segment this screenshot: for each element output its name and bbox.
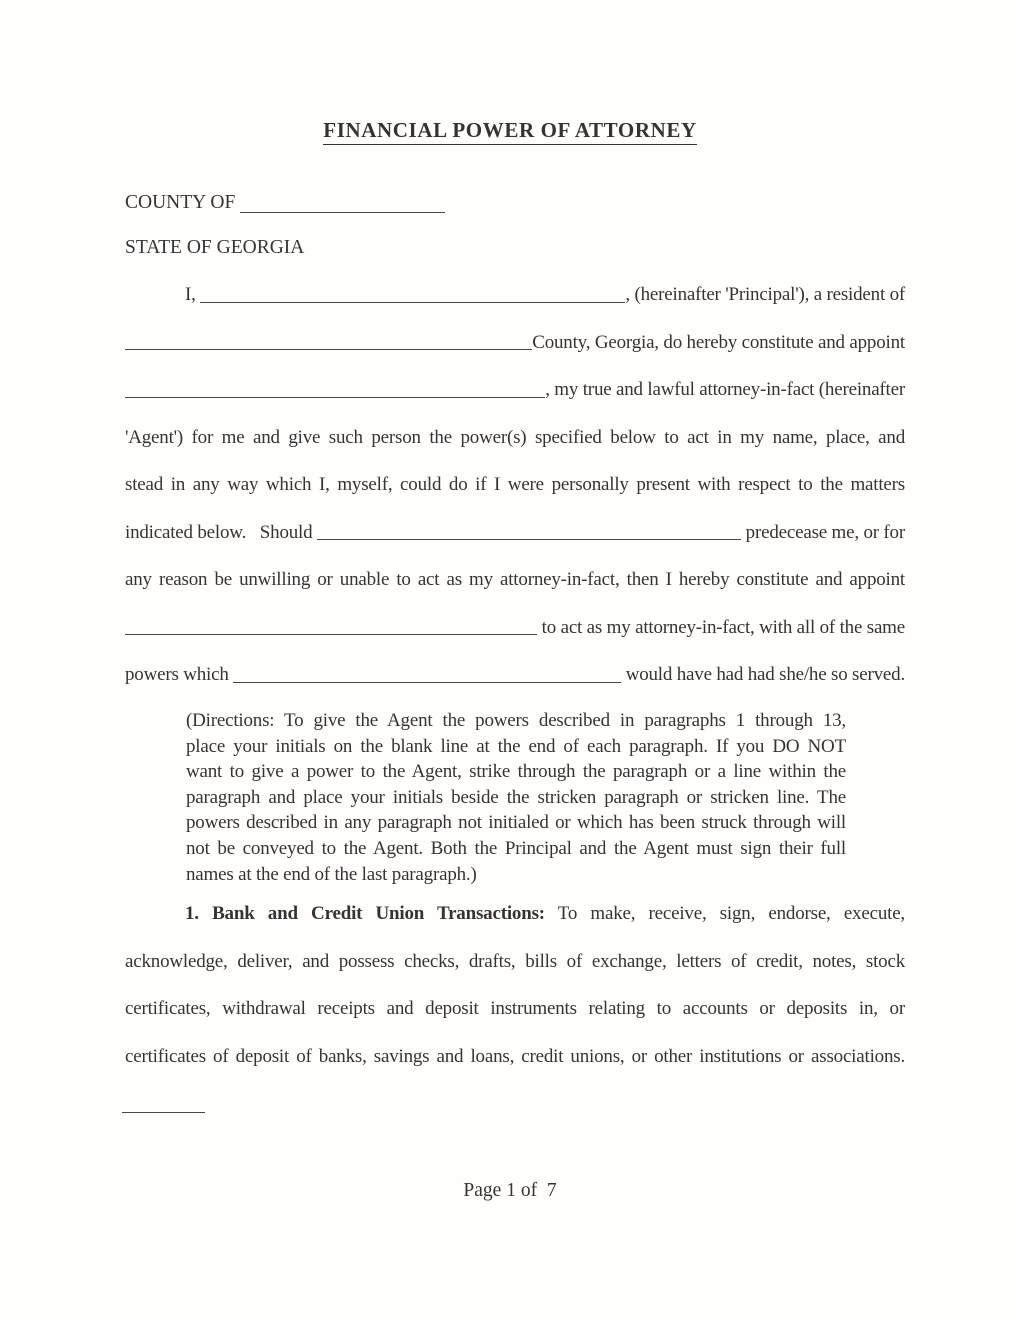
fill-in-blank <box>125 634 537 635</box>
fill-in-blank <box>233 682 621 683</box>
line-text: 'Agent') for me and give such person the power(s) specified below to act in my name, place, and <box>125 426 905 448</box>
form-line <box>125 938 905 986</box>
form-line <box>125 890 905 938</box>
form-line <box>186 836 846 862</box>
line-text: to act as my attorney-in-fact, with all of the same <box>537 616 905 638</box>
form-line <box>125 556 905 604</box>
line-text: , my true and lawful attorney-in-fact (hereinafter <box>545 379 905 400</box>
form-line <box>186 785 846 811</box>
county-of-line <box>125 188 905 218</box>
fill-in-blank <box>240 212 445 213</box>
line-text: , (hereinafter 'Principal'), a resident of <box>625 284 905 305</box>
line-text: paragraph and place your initials beside the stricken paragraph or stricken line. The <box>186 786 846 808</box>
page-number-text: Page 1 of 7 <box>463 1180 557 1201</box>
fill-in-blank <box>200 302 625 303</box>
directions-paragraph <box>186 708 846 887</box>
form-line <box>186 810 846 836</box>
line-text: To make, receive, sign, endorse, execute, <box>544 903 905 924</box>
form-line <box>125 651 905 699</box>
line-text: place your initials on the blank line at the end of each paragraph. If you DO NOT <box>186 735 846 757</box>
form-line <box>186 862 846 888</box>
line-text: names at the end of the last paragraph.) <box>186 863 477 885</box>
line-text: I, <box>185 284 201 305</box>
form-line <box>125 366 905 414</box>
fill-in-blank <box>125 397 545 398</box>
form-line <box>125 319 905 367</box>
line-text: acknowledge, deliver, and possess checks, drafts, bills of exchange, letters of credit, notes, stock <box>125 950 905 972</box>
form-line <box>125 414 905 462</box>
paragraph-1-bank-transactions <box>125 890 905 1080</box>
form-line <box>125 461 905 509</box>
line-text: want to give a power to the Agent, strike through the paragraph or a line within the <box>186 761 846 783</box>
fill-in-blank <box>125 349 532 350</box>
line-text: not be conveyed to the Agent. Both the Principal and the Agent must sign their full <box>186 837 846 859</box>
line-text: stead in any way which I, myself, could do if I were personally present with respect to the matters <box>125 474 905 495</box>
form-line <box>125 188 905 218</box>
document-title <box>0 118 1020 143</box>
state-of-georgia-line: STATE OF GEORGIA <box>125 237 305 258</box>
opening-paragraph <box>125 271 905 699</box>
form-line <box>125 271 905 319</box>
line-text: powers described in any paragraph not initialed or which has been struck through will <box>186 812 846 834</box>
form-line <box>186 734 846 760</box>
form-line <box>125 985 905 1033</box>
line-text: County, Georgia, do hereby constitute and appoint <box>532 331 905 353</box>
line-text: any reason be unwilling or unable to act as my attorney-in-fact, then I hereby constitute and appoint <box>125 569 905 590</box>
clause-heading-text: 1. Bank and Credit Union Transactions: <box>185 903 545 924</box>
line-text: (Directions: To give the Agent the powers described in paragraphs 1 through 13, <box>186 710 846 731</box>
document-title-text: FINANCIAL POWER OF ATTORNEY <box>323 118 696 145</box>
page-footer <box>0 1180 1020 1202</box>
line-text: predecease me, or for <box>741 521 905 543</box>
line-text: would have had had she/he so served. <box>621 664 905 685</box>
line-text: certificates of deposit of banks, savings and loans, credit unions, or other institutions or associations. <box>125 1045 905 1067</box>
initials-blank-line <box>122 1112 205 1113</box>
form-line <box>125 509 905 557</box>
line-text: indicated below. Should <box>125 521 317 543</box>
line-text: certificates, withdrawal receipts and deposit instruments relating to accounts or deposits in, or <box>125 998 905 1019</box>
form-line <box>125 604 905 652</box>
form-line <box>125 1033 905 1081</box>
line-text: powers which <box>125 664 234 685</box>
form-line <box>186 708 846 734</box>
fill-in-blank <box>317 539 741 540</box>
form-line <box>186 759 846 785</box>
line-text: COUNTY OF <box>125 192 241 213</box>
